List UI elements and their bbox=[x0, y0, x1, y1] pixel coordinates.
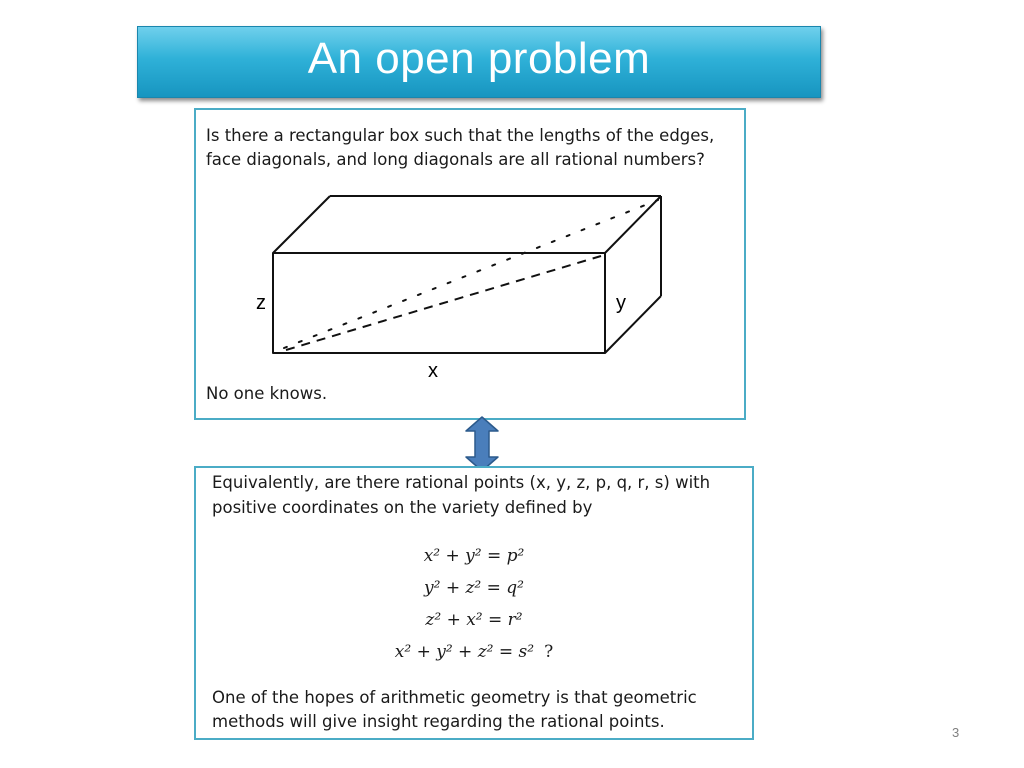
slide-title-bar bbox=[137, 26, 821, 98]
equation-row bbox=[196, 604, 752, 636]
equation-row bbox=[196, 572, 752, 604]
box-top-right-edge bbox=[605, 196, 661, 253]
double-arrow-icon bbox=[462, 415, 502, 473]
long-diagonal-dotted bbox=[284, 200, 658, 348]
equivalence-intro: Equivalently, are there rational points (x, y, z, p, q, r, s) with positive coordinates on the variety defined by bbox=[212, 473, 711, 517]
equivalence-panel bbox=[194, 466, 754, 740]
equation-row bbox=[196, 540, 752, 572]
rectangular-box-diagram bbox=[196, 110, 748, 422]
equation: y² + z² = q² bbox=[424, 578, 524, 598]
question-panel bbox=[194, 108, 746, 420]
box-top-left-edge bbox=[273, 196, 330, 253]
question-text: Is there a rectangular box such that the lengths of the edges, face diagonals, and long diagonals are all rational numbers? bbox=[206, 126, 715, 169]
edge-label-y: y bbox=[616, 292, 626, 314]
equation-system bbox=[196, 540, 752, 668]
equation-row bbox=[196, 636, 752, 668]
answer-text: No one knows. bbox=[206, 384, 328, 403]
equation: z² + x² = r² bbox=[425, 610, 523, 630]
box-bottom-right-edge bbox=[605, 296, 661, 353]
equation: x² + y² + z² = s² bbox=[394, 642, 535, 662]
page-number: 3 bbox=[952, 725, 960, 740]
equation: x² + y² = p² bbox=[423, 546, 525, 566]
edge-label-z: z bbox=[256, 292, 266, 314]
face-diagonal-dashed bbox=[286, 256, 601, 350]
slide-title: An open problem bbox=[307, 34, 651, 83]
conclusion-text: One of the hopes of arithmetic geometry is that geometric methods will give insight regarding the rational points. bbox=[212, 688, 697, 731]
edge-label-x: x bbox=[428, 360, 438, 382]
equation-question-mark: ? bbox=[544, 642, 554, 662]
